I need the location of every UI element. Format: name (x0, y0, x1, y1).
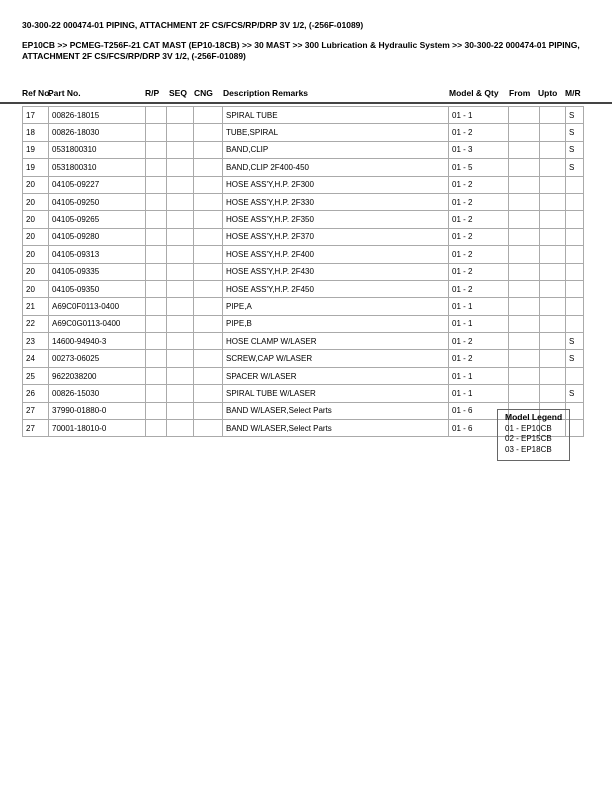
table-cell: HOSE ASS'Y,H.P. 2F300 (223, 176, 449, 193)
table-cell (540, 367, 566, 384)
model-legend (497, 409, 570, 461)
table-cell: 01 - 3 (449, 141, 509, 158)
table-cell (146, 107, 167, 124)
table-row (23, 193, 584, 210)
table-row (23, 159, 584, 176)
column-header: R/P (145, 88, 160, 98)
legend-item: 01 - EP10CB (505, 423, 552, 433)
table-cell (509, 385, 540, 402)
table-cell (167, 333, 194, 350)
table-cell (566, 176, 584, 193)
column-header: CNG (194, 88, 213, 98)
table-cell (167, 124, 194, 141)
header-divider (0, 102, 612, 104)
table-cell: HOSE ASS'Y,H.P. 2F350 (223, 211, 449, 228)
table-cell: 01 - 1 (449, 298, 509, 315)
table-cell: 19 (23, 159, 49, 176)
table-cell (146, 159, 167, 176)
table-cell: A69C0F0113-0400 (49, 298, 146, 315)
table-cell (146, 228, 167, 245)
table-cell: 0531800310 (49, 141, 146, 158)
table-cell (566, 246, 584, 263)
page-title: 30-300-22 000474-01 PIPING, ATTACHMENT 2F CS/FCS/RP/DRP 3V 1/2, (-256F-01089) (22, 20, 364, 30)
table-cell (509, 280, 540, 297)
table-cell (566, 193, 584, 210)
table-cell (194, 402, 223, 419)
table-cell: 00826-18015 (49, 107, 146, 124)
table-cell (540, 159, 566, 176)
table-cell: 01 - 2 (449, 280, 509, 297)
table-cell (194, 367, 223, 384)
table-cell (194, 263, 223, 280)
table-cell: 04105-09265 (49, 211, 146, 228)
table-cell (566, 228, 584, 245)
table-cell (509, 176, 540, 193)
table-cell (509, 141, 540, 158)
table-cell (146, 280, 167, 297)
table-cell (167, 141, 194, 158)
table-cell: 27 (23, 402, 49, 419)
table-cell: 01 - 2 (449, 193, 509, 210)
table-cell (167, 246, 194, 263)
table-cell (540, 124, 566, 141)
table-cell: 04105-09227 (49, 176, 146, 193)
table-cell: 18 (23, 124, 49, 141)
breadcrumb: EP10CB >> PCMEG-T256F-21 CAT MAST (EP10-18CB) >> 30 MAST >> 300 Lubrication & Hydraulic System >> 30-300-22 000474-01 PIPING, ATTACHMENT 2F CS/FCS/RP/DRP 3V 1/2, (-256F-01089) (22, 40, 580, 61)
table-cell (194, 228, 223, 245)
table-cell: HOSE ASS'Y,H.P. 2F370 (223, 228, 449, 245)
table-cell: 00826-15030 (49, 385, 146, 402)
table-cell (566, 367, 584, 384)
table-cell (509, 228, 540, 245)
table-cell: HOSE ASS'Y,H.P. 2F430 (223, 263, 449, 280)
table-cell: 04105-09335 (49, 263, 146, 280)
table-cell (540, 315, 566, 332)
table-cell (540, 141, 566, 158)
table-cell (167, 159, 194, 176)
table-cell (509, 193, 540, 210)
table-cell: 24 (23, 350, 49, 367)
table-cell (167, 298, 194, 315)
table-row (23, 333, 584, 350)
table-cell (509, 367, 540, 384)
table-cell: 04105-09250 (49, 193, 146, 210)
table-cell (540, 211, 566, 228)
table-cell: 01 - 2 (449, 333, 509, 350)
table-row (23, 246, 584, 263)
table-cell (194, 107, 223, 124)
column-header: M/R (565, 88, 581, 98)
table-cell: 20 (23, 176, 49, 193)
table-cell (566, 211, 584, 228)
table-cell: 01 - 1 (449, 107, 509, 124)
table-cell (146, 333, 167, 350)
table-cell (167, 420, 194, 437)
table-cell (146, 420, 167, 437)
table-cell: S (566, 141, 584, 158)
table-cell (146, 385, 167, 402)
table-cell: 14600-94940-3 (49, 333, 146, 350)
table-cell: PIPE,B (223, 315, 449, 332)
table-cell: 01 - 1 (449, 367, 509, 384)
table-cell: 37990-01880-0 (49, 402, 146, 419)
table-cell (167, 402, 194, 419)
table-cell: 25 (23, 367, 49, 384)
table-cell: 20 (23, 263, 49, 280)
table-cell (167, 280, 194, 297)
table-row (23, 280, 584, 297)
table-cell (566, 280, 584, 297)
table-cell (194, 385, 223, 402)
column-header: SEQ (169, 88, 187, 98)
table-cell: A69C0G0113-0400 (49, 315, 146, 332)
table-cell: 27 (23, 420, 49, 437)
table-cell: 17 (23, 107, 49, 124)
table-cell: PIPE,A (223, 298, 449, 315)
table-cell: 19 (23, 141, 49, 158)
table-cell: HOSE ASS'Y,H.P. 2F400 (223, 246, 449, 263)
column-header: Upto (538, 88, 558, 98)
table-cell (146, 141, 167, 158)
table-cell: 23 (23, 333, 49, 350)
table-cell (540, 193, 566, 210)
table-cell (540, 246, 566, 263)
table-cell: 01 - 2 (449, 228, 509, 245)
table-cell: 20 (23, 193, 49, 210)
table-cell (146, 211, 167, 228)
table-cell: SCREW,CAP W/LASER (223, 350, 449, 367)
table-cell: S (566, 350, 584, 367)
table-row (23, 141, 584, 158)
column-header: From (509, 88, 531, 98)
table-cell: 01 - 5 (449, 159, 509, 176)
table-cell (509, 315, 540, 332)
table-cell: 04105-09313 (49, 246, 146, 263)
table-cell: S (566, 107, 584, 124)
table-cell (566, 315, 584, 332)
table-cell (509, 263, 540, 280)
table-cell (194, 298, 223, 315)
table-cell: 26 (23, 385, 49, 402)
table-cell (540, 333, 566, 350)
table-cell (540, 263, 566, 280)
table-row (23, 367, 584, 384)
table-cell: BAND,CLIP (223, 141, 449, 158)
table-cell (146, 350, 167, 367)
table-cell: 01 - 2 (449, 350, 509, 367)
table-cell: 20 (23, 228, 49, 245)
legend-item: 02 - EP15CB (505, 434, 552, 443)
table-cell (146, 193, 167, 210)
table-cell (509, 211, 540, 228)
table-cell (540, 280, 566, 297)
column-header: Part No. (48, 88, 81, 98)
table-cell (146, 315, 167, 332)
table-row (23, 124, 584, 141)
table-cell: SPACER W/LASER (223, 367, 449, 384)
table-cell: 20 (23, 211, 49, 228)
table-cell: 01 - 6 (449, 420, 509, 437)
table-cell (194, 350, 223, 367)
table-row (23, 315, 584, 332)
table-cell (540, 228, 566, 245)
table-cell (194, 193, 223, 210)
table-cell (167, 193, 194, 210)
table-cell: 01 - 2 (449, 211, 509, 228)
table-cell: 04105-09350 (49, 280, 146, 297)
table-cell (566, 298, 584, 315)
table-cell (194, 315, 223, 332)
table-cell (509, 107, 540, 124)
column-header: Ref No. (22, 88, 52, 98)
table-cell: 20 (23, 246, 49, 263)
table-row (23, 350, 584, 367)
column-header: Model & Qty (449, 88, 499, 98)
table-cell (146, 402, 167, 419)
table-cell: 70001-18010-0 (49, 420, 146, 437)
table-cell (540, 298, 566, 315)
table-cell: HOSE ASS'Y,H.P. 2F450 (223, 280, 449, 297)
table-cell: HOSE CLAMP W/LASER (223, 333, 449, 350)
table-cell (146, 263, 167, 280)
table-cell: BAND,CLIP 2F400-450 (223, 159, 449, 176)
parts-table (22, 106, 584, 437)
table-cell: 00273-06025 (49, 350, 146, 367)
table-row (23, 228, 584, 245)
table-cell (146, 246, 167, 263)
table-row (23, 385, 584, 402)
table-cell: S (566, 385, 584, 402)
table-cell (194, 420, 223, 437)
table-cell: BAND W/LASER,Select Parts (223, 420, 449, 437)
table-cell (167, 385, 194, 402)
table-cell (167, 228, 194, 245)
column-header: Description Remarks (223, 88, 309, 98)
table-cell (540, 350, 566, 367)
table-cell (146, 367, 167, 384)
table-cell: 0531800310 (49, 159, 146, 176)
table-cell: 22 (23, 315, 49, 332)
table-cell: 01 - 2 (449, 246, 509, 263)
table-cell (540, 385, 566, 402)
table-cell: S (566, 124, 584, 141)
table-cell (167, 107, 194, 124)
table-cell (167, 315, 194, 332)
table-row (23, 211, 584, 228)
table-cell: 00826-18030 (49, 124, 146, 141)
table-cell (509, 298, 540, 315)
legend-item: 03 - EP18CB (505, 444, 552, 454)
table-cell: 01 - 1 (449, 315, 509, 332)
table-cell: BAND W/LASER,Select Parts (223, 402, 449, 419)
table-row (23, 263, 584, 280)
table-cell (146, 124, 167, 141)
table-cell (194, 246, 223, 263)
table-row (23, 298, 584, 315)
table-cell (167, 263, 194, 280)
table-cell: 01 - 2 (449, 124, 509, 141)
table-cell (540, 107, 566, 124)
table-cell (167, 367, 194, 384)
table-cell (194, 333, 223, 350)
table-cell: 01 - 2 (449, 263, 509, 280)
table-cell (167, 176, 194, 193)
table-cell (509, 246, 540, 263)
table-cell (194, 211, 223, 228)
table-row (23, 176, 584, 193)
table-cell (194, 141, 223, 158)
table-cell: 21 (23, 298, 49, 315)
table-cell: S (566, 333, 584, 350)
table-row (23, 107, 584, 124)
table-cell (540, 176, 566, 193)
table-cell (167, 350, 194, 367)
table-cell (509, 124, 540, 141)
table-cell (194, 159, 223, 176)
table-cell: SPIRAL TUBE (223, 107, 449, 124)
table-cell: 01 - 6 (449, 402, 509, 419)
table-cell (194, 280, 223, 297)
table-cell (509, 333, 540, 350)
table-cell: HOSE ASS'Y,H.P. 2F330 (223, 193, 449, 210)
legend-title: Model Legend (505, 412, 563, 422)
table-cell (167, 211, 194, 228)
table-cell: 01 - 2 (449, 176, 509, 193)
table-cell (509, 159, 540, 176)
table-cell (194, 176, 223, 193)
table-cell: 20 (23, 280, 49, 297)
table-cell (146, 298, 167, 315)
table-cell (146, 176, 167, 193)
table-cell: S (566, 159, 584, 176)
table-cell: 01 - 1 (449, 385, 509, 402)
table-cell: SPIRAL TUBE W/LASER (223, 385, 449, 402)
table-cell: 9622038200 (49, 367, 146, 384)
table-cell (194, 124, 223, 141)
table-cell: 04105-09280 (49, 228, 146, 245)
table-cell (566, 263, 584, 280)
table-cell: TUBE,SPIRAL (223, 124, 449, 141)
table-cell (509, 350, 540, 367)
